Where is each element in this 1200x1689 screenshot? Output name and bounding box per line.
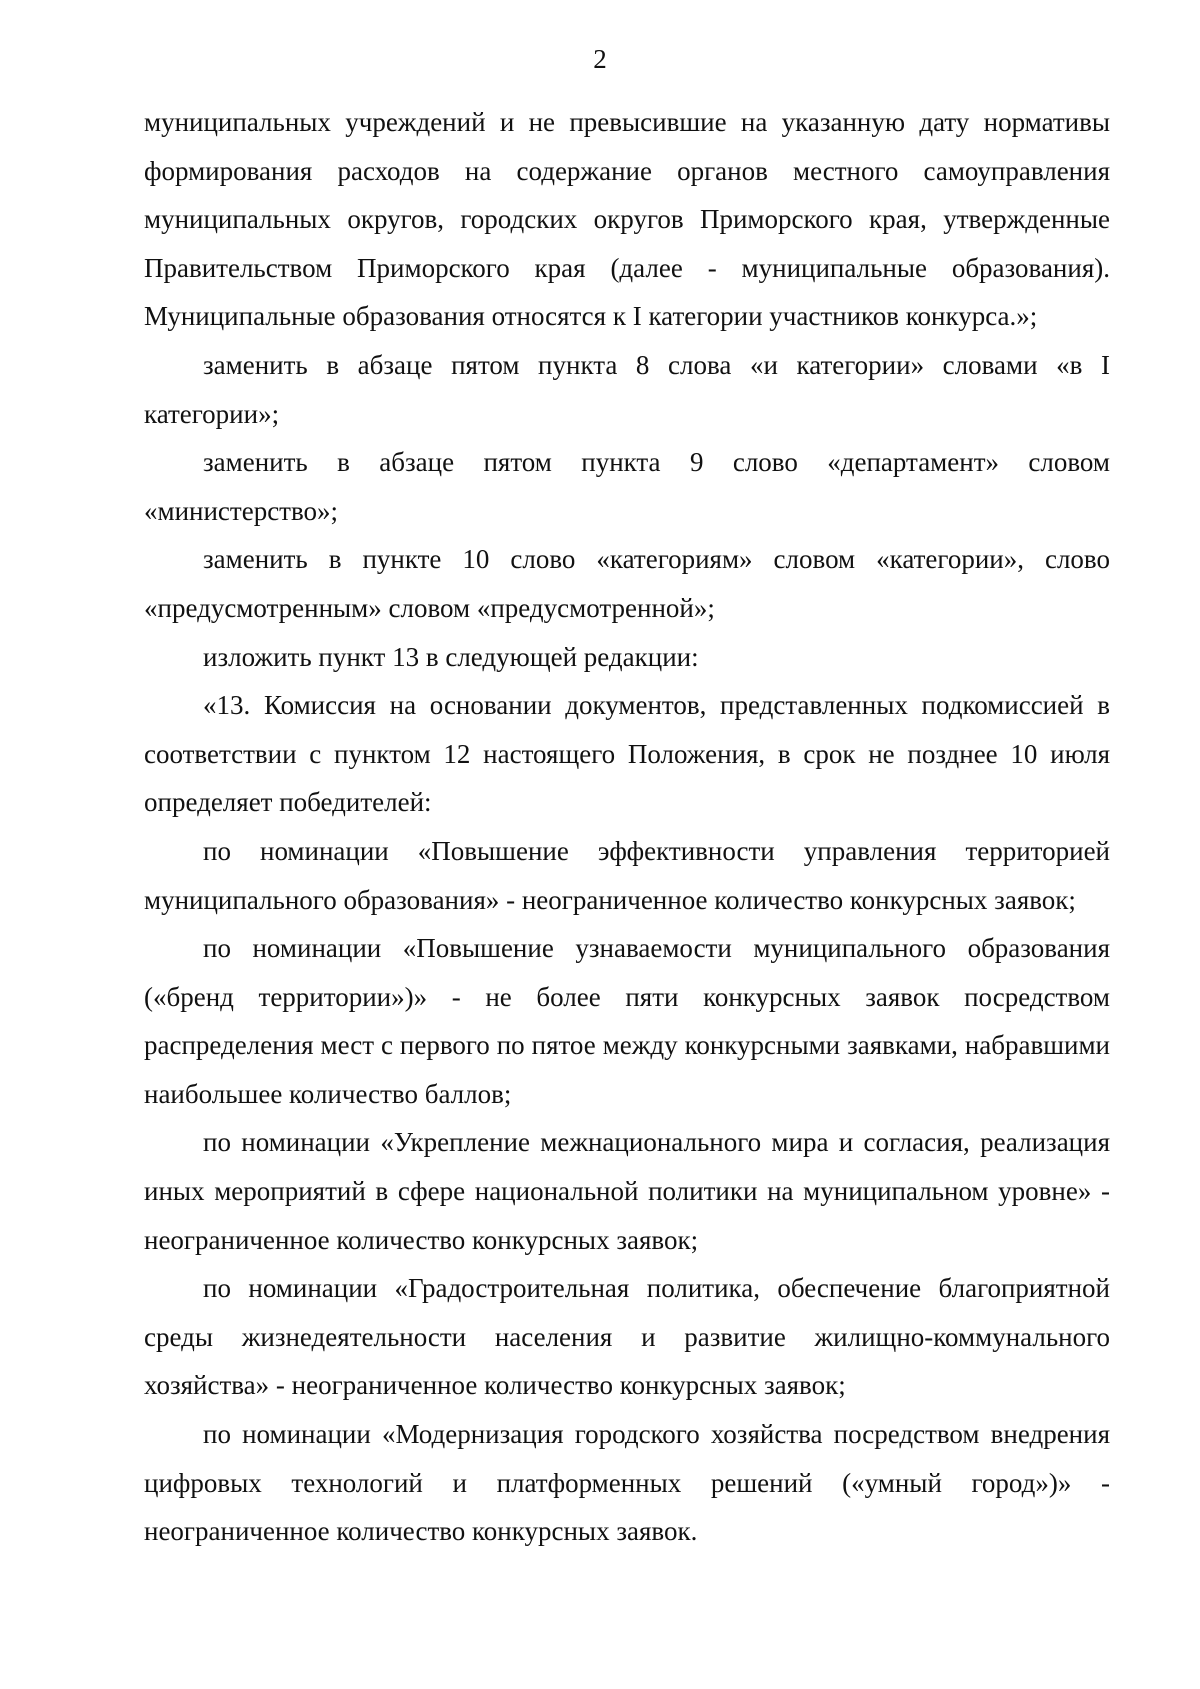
- paragraph-nomination-efficiency: по номинации «Повышение эффективности управления территорией муниципального образования» - неограниченное количество конкурсных заявок;: [144, 835, 1110, 915]
- paragraph-amendment-item-8: заменить в абзаце пятом пункта 8 слова «и категории» словами «в I категории»;: [144, 349, 1110, 429]
- page-number: 2: [593, 44, 607, 74]
- paragraph-amendment-item-9: заменить в абзаце пятом пункта 9 слово «департамент» словом «министерство»;: [144, 447, 1110, 526]
- paragraph-amendment-item-13-intro: изложить пункт 13 в следующей редакции:: [203, 641, 699, 672]
- document-body: [144, 98, 1110, 1556]
- paragraph-nomination-interethnic: по номинации «Укрепление межнационального мира и согласия, реализация иных мероприятий в сфере национальной политики на муниципальном уровне» - неограниченное количество конкурсных заявок;: [144, 1127, 1110, 1255]
- paragraph-continuation: муниципальных учреждений и не превысившие на указанную дату нормативы формирования расходов на содержание органов местного самоуправления муниципальных округов, городских округов Приморского края, утвержденные Правительством Приморского края (далее - муниципальные образования). Муниципальные образования относятся к I категории участников конкурса.»;: [144, 107, 1110, 332]
- paragraph-nomination-urban-planning: по номинации «Градостроительная политика, обеспечение благоприятной среды жизнедеятельности населения и развитие жилищно-коммунального хозяйства» - неограниченное количество конкурсных заявок;: [144, 1273, 1110, 1401]
- paragraph-item-13: «13. Комиссия на основании документов, представленных подкомиссией в соответствии с пунктом 12 настоящего Положения, в срок не позднее 10 июля определяет победителей:: [144, 690, 1110, 818]
- paragraph-nomination-smart-city: по номинации «Модернизация городского хозяйства посредством внедрения цифровых технологий и платформенных решений («умный город»)» - неограниченное количество конкурсных заявок.: [144, 1419, 1110, 1547]
- paragraph-nomination-brand: по номинации «Повышение узнаваемости муниципального образования («бренд территории»)» - не более пяти конкурсных заявок посредством распределения мест с первого по пятое между конкурсными заявками, набравшими наибольшее количество баллов;: [144, 933, 1110, 1109]
- paragraph-amendment-item-10: заменить в пункте 10 слово «категориям» словом «категории», слово «предусмотренным» словом «предусмотренной»;: [144, 544, 1110, 623]
